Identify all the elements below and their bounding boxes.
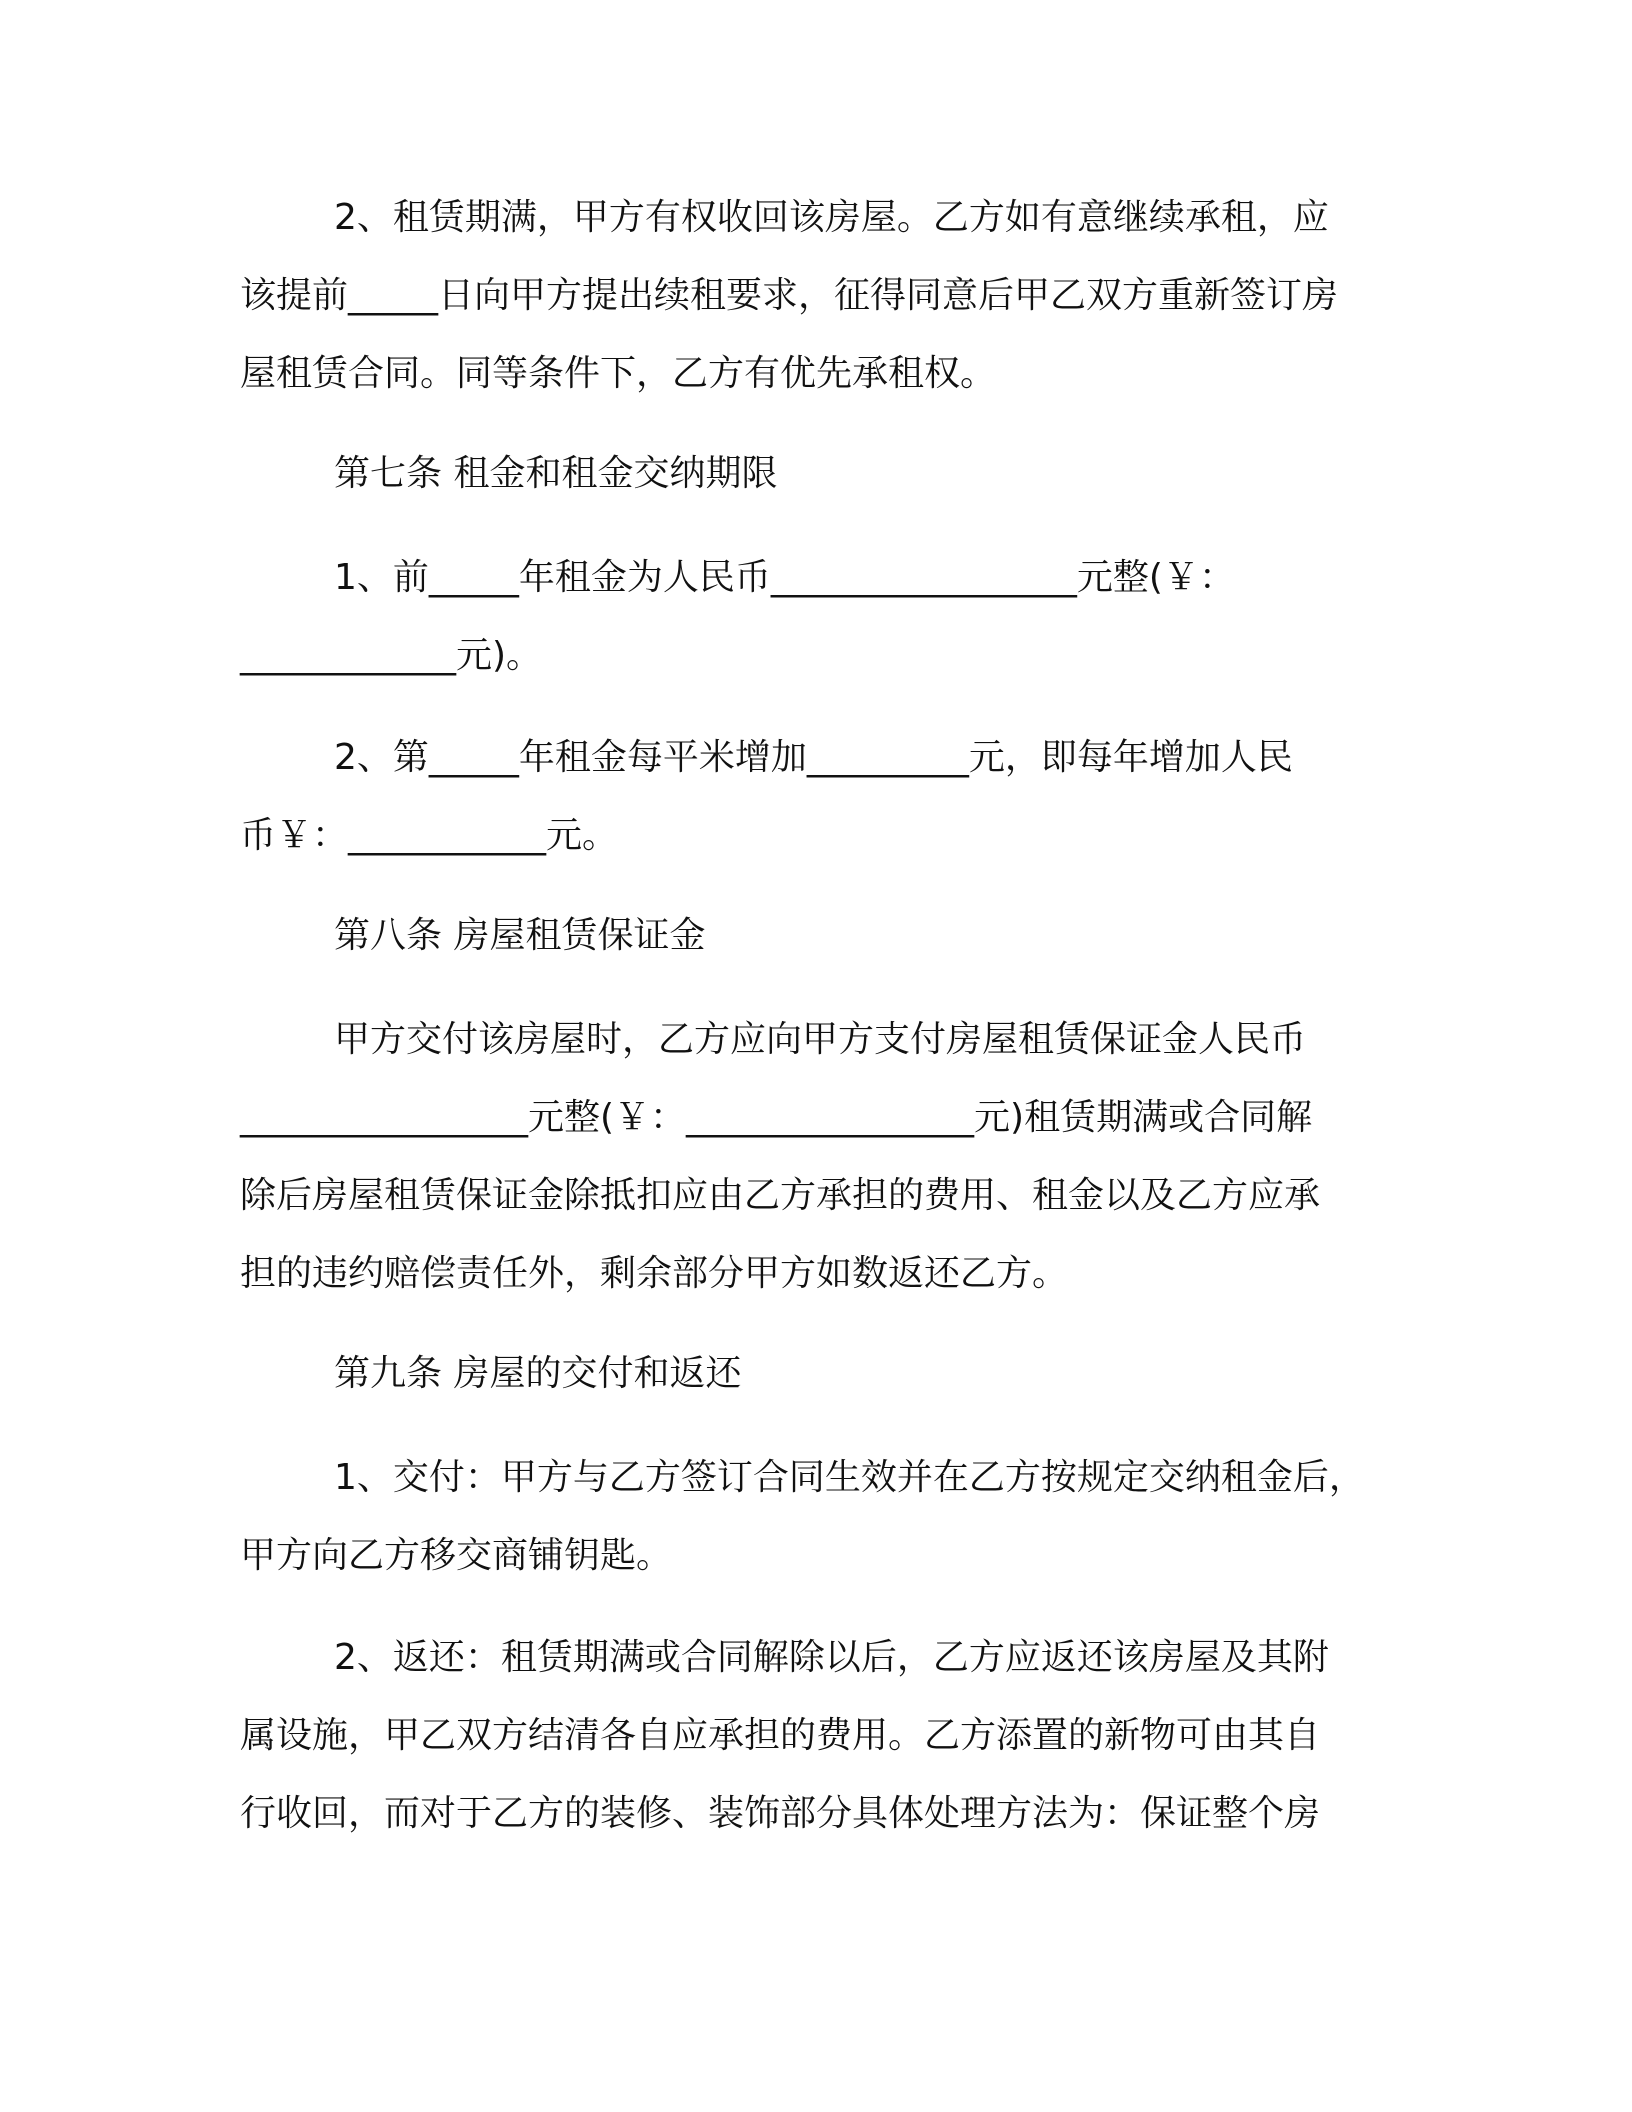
paragraph-line: 2、返还：租赁期满或合同解除以后，乙方应返还该房屋及其附	[334, 1637, 1329, 1678]
paragraph-line: 甲方向乙方移交商铺钥匙。	[240, 1535, 673, 1576]
paragraph-line: 该提前_____日向甲方提出续租要求，征得同意后甲乙双方重新签订房	[240, 275, 1339, 316]
paragraph-line: 1、交付：甲方与乙方签订合同生效并在乙方按规定交纳租金后，	[334, 1457, 1365, 1498]
article-heading: 第八条 房屋租赁保证金	[334, 915, 706, 956]
paragraph-line: ____________元)。	[240, 635, 543, 676]
paragraph-line: 甲方交付该房屋时，乙方应向甲方支付房屋租赁保证金人民币	[334, 1019, 1307, 1060]
paragraph-line: 属设施，甲乙双方结清各自应承担的费用。乙方添置的新物可由其自	[240, 1715, 1321, 1756]
paragraph-line: 2、第_____年租金每平米增加_________元，即每年增加人民	[334, 737, 1293, 778]
paragraph-line: 币￥：___________元。	[240, 815, 619, 856]
paragraph-line: 屋租赁合同。同等条件下，乙方有优先承租权。	[240, 353, 997, 394]
paragraph-line: 除后房屋租赁保证金除抵扣应由乙方承担的费用、租金以及乙方应承	[240, 1175, 1321, 1216]
paragraph-line: 2、租赁期满，甲方有权收回该房屋。乙方如有意继续承租，应	[334, 197, 1329, 238]
paragraph-line: 担的违约赔偿责任外，剩余部分甲方如数返还乙方。	[240, 1253, 1069, 1294]
paragraph-line: 1、前_____年租金为人民币_________________元整(￥：	[334, 557, 1235, 598]
paragraph-line: 行收回，而对于乙方的装修、装饰部分具体处理方法为：保证整个房	[240, 1793, 1321, 1834]
article-heading: 第九条 房屋的交付和返还	[334, 1353, 742, 1394]
article-heading: 第七条 租金和租金交纳期限	[334, 453, 778, 494]
paragraph-line: ________________元整(￥：________________元)租赁期满或合同解	[240, 1097, 1313, 1138]
